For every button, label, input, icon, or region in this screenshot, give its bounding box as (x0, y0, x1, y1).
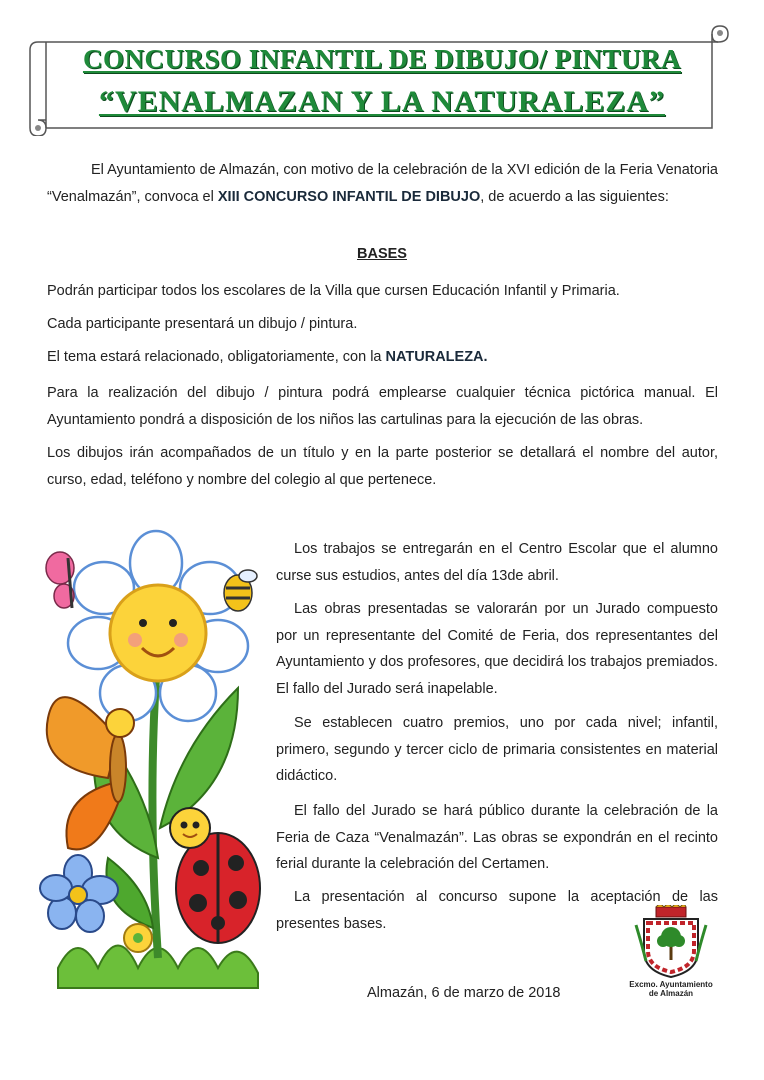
flower-butterfly-ladybug-icon (38, 528, 270, 998)
intro-paragraph (47, 157, 718, 210)
intro-text-end: , de acuerdo a las siguientes: (480, 188, 669, 205)
column-paragraph-3: Se establecen cuatro premios, uno por cada nivel; infantil, primero, segundo y tercer ciclo de primaria consistentes en material didáctico. (276, 715, 718, 784)
rule-2: Cada participante presentará un dibujo / pintura. (47, 316, 358, 332)
column-paragraph-2: Las obras presentadas se valorarán por un Jurado compuesto por un representante del Comité de Feria, dos representantes del Ayuntamiento y dos profesores, que decidirá los trabajos premiados. El fallo del Jurado será inapelable. (276, 601, 718, 697)
logo-caption-line-1: Excmo. Ayuntamiento (629, 980, 713, 989)
rule-3-bold: NATURALEZA. (385, 349, 488, 365)
signature-date: Almazán, 6 de marzo de 2018 (367, 985, 561, 1001)
rule-4: Para la realización del dibujo / pintura podrá emplearse cualquier técnica pictórica manual. El Ayuntamiento pondrá a disposición de los niños las cartulinas para la ejecución de las obras. (47, 385, 718, 428)
intro-text: El Ayuntamiento de Almazán, con motivo de la celebración de la XVI edición de la Feria Venatoria “Venalmazán”, convoca el (47, 162, 718, 205)
coat-of-arms-icon (616, 905, 726, 981)
intro-bold: XIII CONCURSO INFANTIL DE DIBUJO (217, 188, 481, 205)
rule-5: Los dibujos irán acompañados de un título y en la parte posterior se detallará el nombre del autor, curso, edad, teléfono y nombre del colegio al que pertenece. (47, 445, 718, 488)
rule-3-text: El tema estará relacionado, obligatoriamente, con la (47, 349, 386, 365)
logo-caption-line-2: de Almazán (648, 989, 694, 998)
column-paragraph-1: Los trabajos se entregarán en el Centro Escolar que el alumno curse sus estudios, antes del día 13de abril. (276, 541, 718, 584)
column-paragraph-5: La presentación al concurso supone la aceptación de las presentes bases. (276, 889, 718, 932)
title-scroll-banner (28, 24, 732, 136)
scroll-frame-icon (28, 24, 732, 136)
title-line-2: “VENALMAZAN Y LA NATURALEZA” (98, 85, 666, 118)
logo-caption (616, 980, 726, 998)
flower-illustration (38, 528, 270, 998)
rule-1: Podrán participar todos los escolares de la Villa que cursen Educación Infantil y Primaria. (47, 283, 620, 299)
column-paragraph-4: El fallo del Jurado se hará público durante la celebración de la Feria de Caza “Venalmazán”. Las obras se expondrán en el recinto ferial durante la celebración del Certamen. (276, 803, 718, 872)
rule-3 (47, 344, 718, 371)
bases-heading: BASES (357, 246, 407, 262)
title-line-1: CONCURSO INFANTIL DE DIBUJO/ PINTURA (82, 44, 682, 74)
